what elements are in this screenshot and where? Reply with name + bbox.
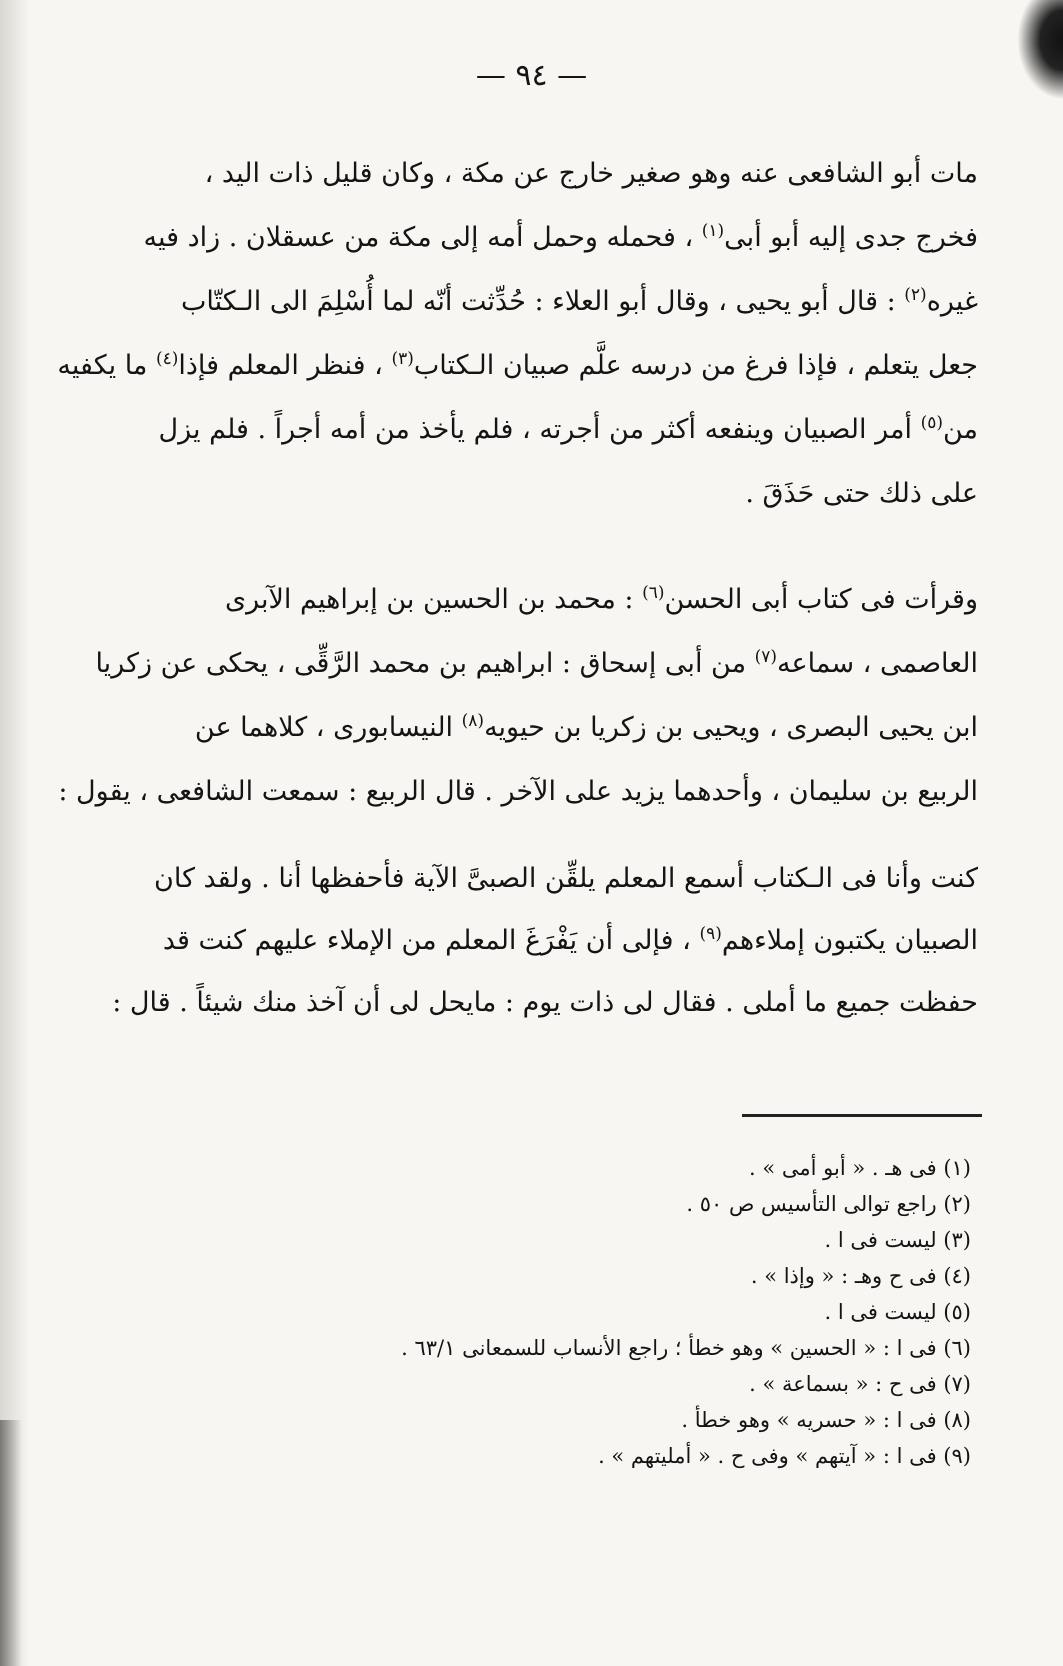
- footnote-ref: (٨): [461, 711, 485, 731]
- footnote-ref: (٤): [155, 349, 179, 369]
- footnote: (٩) فى ا : « آيتهم » وفى ح . « أمليتهم » .: [598, 1444, 971, 1468]
- footnote-ref: (٩): [699, 924, 722, 944]
- footnote: (٧) فى ح : « بسماعة » .: [749, 1372, 971, 1396]
- paragraph-2: [58, 568, 978, 824]
- footnote-ref: (٢): [904, 285, 927, 305]
- text-segment: جعل يتعلم ، فإذا فرغ من درسه علَّم صبيان الـكتاب: [413, 350, 978, 381]
- footnote: (٦) فى ا : « الحسين » وهو خطأ ؛ راجع الأنساب للسمعانى ٦٣/١ .: [401, 1336, 971, 1360]
- text-segment: ، فحمله وحمل أمه إلى مكة من عسقلان . زاد فيه: [143, 222, 702, 253]
- text-segment: فخرج جدى إليه أبو أبى: [724, 222, 978, 253]
- page-edge: [0, 0, 30, 1666]
- text-segment: ، فإلى أن يَفْرَغَ المعلم من الإملاء عليهم كنت قد: [162, 925, 700, 956]
- text-segment: : محمد بن الحسين بن إبراهيم الآبرى: [224, 584, 643, 615]
- text-line: [57, 334, 978, 398]
- page-number: — ٩٤ —: [475, 58, 588, 93]
- text-segment: أمر الصبيان وينفعه أكثر من أجرته ، فلم يأخذ من أمه أجراً . فلم يزل: [158, 414, 921, 445]
- text-segment: العاصمى ، سماعه: [777, 648, 978, 679]
- text-line: [162, 910, 978, 972]
- text-segment: من: [942, 414, 978, 445]
- footnote: (٤) فى ح وهـ : « وإذا » .: [750, 1264, 971, 1288]
- text-line: [178, 696, 978, 760]
- binding-shadow: [0, 1420, 22, 1666]
- text-segment: كنت وأنا فى الـكتاب أسمع المعلم يلقِّن الصبىَّ الآية فأحفظها أنا . ولقد كان: [154, 863, 978, 894]
- footnote-ref: (٥): [920, 413, 943, 433]
- footnote: (٣) ليست فى ا .: [824, 1228, 971, 1252]
- footnote: (٨) فى ا : « حسريه » وهو خطأ .: [681, 1408, 971, 1432]
- text-segment: ما يكفيه: [57, 350, 156, 381]
- footnote-ref: (٦): [642, 583, 665, 603]
- text-segment: غيره: [926, 286, 978, 317]
- text-line: [178, 462, 978, 526]
- footnote: (٥) ليست فى ا .: [824, 1300, 971, 1324]
- footnote: (١) فى هـ . « أبو أمى » .: [748, 1156, 971, 1180]
- text-segment: : قال أبو يحيى ، وقال أبو العلاء : حُدِّثت أنّه لما أُسْلِمَ الى الـكتّاب: [180, 286, 905, 317]
- text-line: [58, 760, 978, 824]
- footnote-ref: (٧): [754, 647, 778, 667]
- text-segment: ، فنظر المعلم فإذا: [178, 350, 392, 381]
- text-segment: ابن يحيى البصرى ، ويحيى بن زكريا بن حيويه: [484, 712, 978, 743]
- text-line: [178, 142, 978, 206]
- text-segment: مات أبو الشافعى عنه وهو صغير خارج عن مكة ، وكان قليل ذات اليد ،: [204, 158, 978, 189]
- text-segment: الربيع بن سليمان ، وأحدهما يزيد على الآخر . قال الربيع : سمعت الشافعى ، يقول :: [58, 776, 978, 807]
- text-segment: النيسابورى ، كلاهما عن: [194, 712, 462, 743]
- text-line: [178, 270, 978, 334]
- text-line: [178, 568, 978, 632]
- footnote-ref: (١): [701, 221, 725, 241]
- text-segment: الصبيان يكتبون إملاءهم: [721, 925, 978, 956]
- text-line: [112, 972, 978, 1034]
- text-line: [158, 398, 978, 462]
- footnotes: [271, 1150, 971, 1474]
- text-line: [95, 632, 978, 696]
- text-line: [154, 848, 978, 910]
- text-segment: وقرأت فى كتاب أبى الحسن: [664, 584, 978, 615]
- text-segment: حفظت جميع ما أملى . فقال لى ذات يوم : مايحل لى أن آخذ منك شيئاً . قال :: [112, 987, 978, 1018]
- paragraph-1: [57, 142, 978, 526]
- footnote: (٢) راجع توالى التأسيس ص ٥٠ .: [686, 1192, 971, 1216]
- text-segment: من أبى إسحاق : ابراهيم بن محمد الرَّقِّى ، يحكى عن زكريا: [95, 648, 755, 679]
- footnote-ref: (٣): [391, 349, 414, 369]
- text-segment: على ذلك حتى حَذَقَ .: [745, 478, 978, 509]
- footnote-separator: [742, 1114, 982, 1117]
- text-line: [143, 206, 978, 270]
- paragraph-3: [112, 848, 978, 1034]
